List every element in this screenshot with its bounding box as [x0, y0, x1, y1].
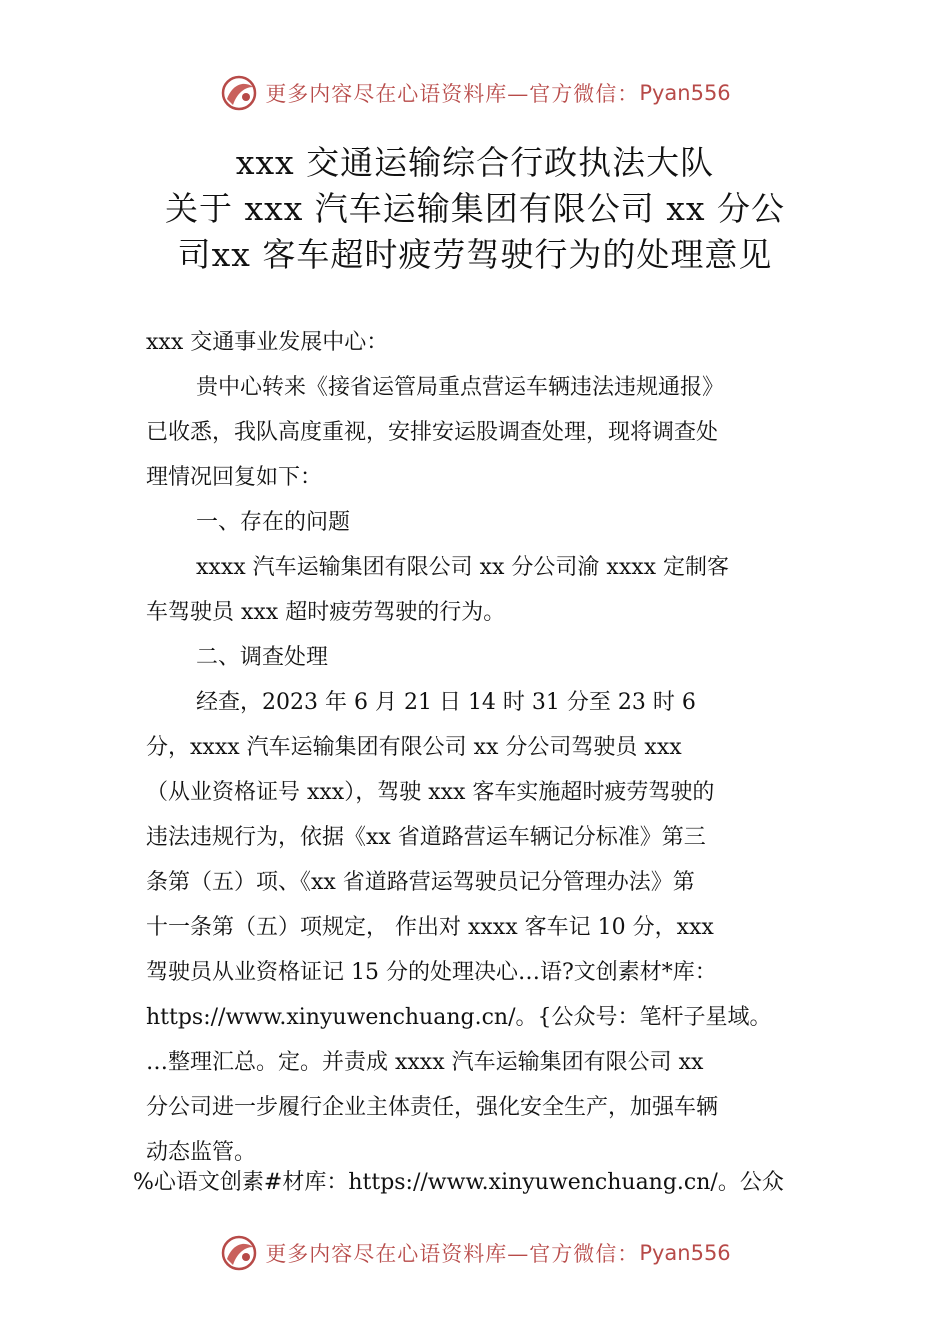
body-line: 分公司进一步履行企业主体责任，强化安全生产，加强车辆	[146, 1095, 719, 1120]
body-line: …整理汇总。定。并责成 xxxx 汽车运输集团有限公司 xx	[146, 1050, 704, 1075]
banner-text: 更多内容尽在心语资料库—官方微信：	[265, 82, 640, 106]
section-heading: 二、调查处理	[196, 645, 329, 670]
banner-wechat-id: Pyan556	[639, 81, 731, 105]
banner-text: 更多内容尽在心语资料库—官方微信：	[265, 1242, 640, 1266]
body-line: 贵中心转来《接省运管局重点营运车辆违法违规通报》	[196, 375, 725, 400]
section-heading: 一、存在的问题	[196, 510, 351, 535]
body-line: 分，xxxx 汽车运输集团有限公司 xx 分公司驾驶员 xxx	[146, 735, 682, 760]
body-line: 违法违规行为，依据《xx 省道路营运车辆记分标准》第三	[146, 825, 706, 850]
document-title	[0, 140, 950, 278]
title-line: 关于 xxx 汽车运输集团有限公司 xx 分公	[164, 189, 785, 228]
body-line: 已收悉，我队高度重视，安排安运股调查处理，现将调查处	[146, 420, 719, 445]
body-line: 十一条第（五）项规定， 作出对 xxxx 客车记 10 分，xxx	[146, 915, 714, 940]
title-line: xxx 交通运输综合行政执法大队	[235, 143, 715, 182]
body-line: 动态监管。	[146, 1140, 257, 1165]
body-line: 车驾驶员 xxx 超时疲劳驾驶的行为。	[146, 600, 506, 625]
body-line: 条第（五）项、《xx 省道路营运驾驶员记分管理办法》第	[146, 870, 695, 895]
body-line: xxxx 汽车运输集团有限公司 xx 分公司渝 xxxx 定制客	[196, 555, 730, 580]
footer-banner	[0, 1230, 950, 1276]
banner-wechat-id: Pyan556	[639, 1241, 731, 1265]
header-banner	[0, 70, 950, 116]
brand-logo-icon	[219, 73, 259, 113]
brand-logo-icon	[219, 1233, 259, 1273]
document-body	[146, 320, 836, 1175]
footer-watermark-line: %心语文创素#材库：https://www.xinyuwenchuang.cn/。公众	[133, 1170, 784, 1195]
body-line: 驾驶员从业资格证记 15 分的处理决心…语?文创素材*库：	[146, 960, 717, 985]
body-line-url: https://www.xinyuwenchuang.cn/。{公众号：笔杆子星域。	[146, 1005, 772, 1030]
body-line: 经查，2023 年 6 月 21 日 14 时 31 分至 23 时 6	[196, 690, 696, 715]
title-line: 司xx 客车超时疲劳驾驶行为的处理意见	[177, 235, 773, 274]
salutation: xxx 交通事业发展中心：	[146, 330, 389, 355]
body-line: （从业资格证号 xxx），驾驶 xxx 客车实施超时疲劳驾驶的	[146, 780, 715, 805]
body-line: 理情况回复如下：	[146, 465, 323, 490]
